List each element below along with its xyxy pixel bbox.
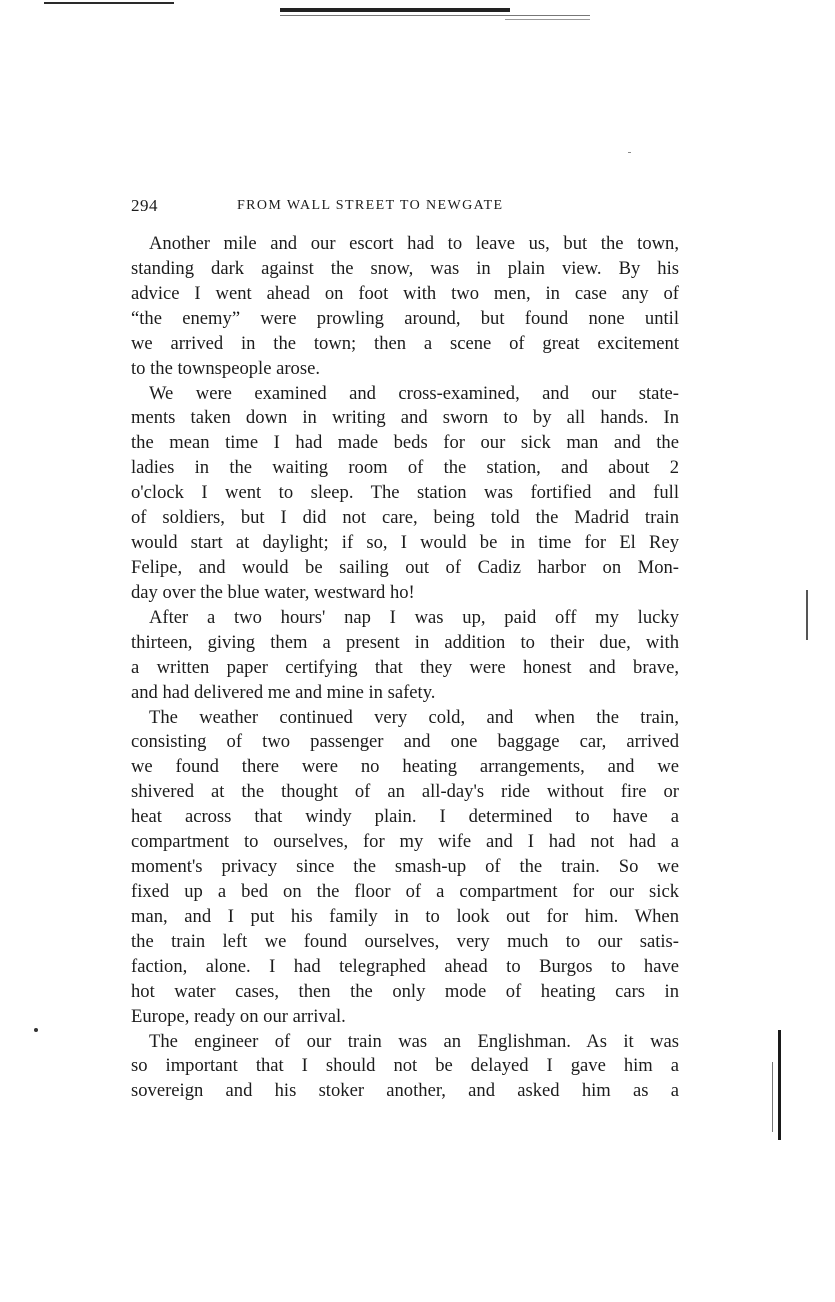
text-line: to the townspeople arose. — [131, 357, 320, 379]
text-line: After a two hours' nap I was up, paid off my lucky — [149, 606, 679, 628]
scan-edge-mark-lower-thin — [772, 1062, 773, 1132]
text-line: hot water cases, then the only mode of heating cars in — [131, 980, 679, 1002]
scan-edge-mark-lower — [778, 1030, 781, 1140]
text-line: “the enemy” were prowling around, but found none until — [131, 307, 679, 329]
text-line: moment's privacy since the smash-up of the train. So we — [131, 856, 679, 878]
text-line: would start at daylight; if so, I would be in time for El Rey — [131, 532, 679, 554]
text-line: o'clock I went to sleep. The station was fortified and full — [131, 482, 679, 504]
scan-rule-top-dash — [505, 19, 590, 20]
text-line: sovereign and his stoker another, and asked him as a — [131, 1080, 679, 1102]
text-line: Europe, ready on our arrival. — [131, 1005, 346, 1027]
text-line: thirteen, giving them a present in addition to their due, with — [131, 631, 679, 653]
scan-speck-left — [34, 1028, 38, 1032]
text-line: standing dark against the snow, was in plain view. By his — [131, 257, 679, 279]
scan-rule-top-thin — [280, 15, 590, 16]
scan-speck-top-right — [628, 152, 631, 153]
scan-edge-mark-upper — [806, 590, 808, 640]
scan-rule-top-left — [44, 2, 174, 4]
text-line: man, and I put his family in to look out for him. When — [131, 905, 679, 927]
text-line: and had delivered me and mine in safety. — [131, 681, 436, 703]
text-line: day over the blue water, westward ho! — [131, 581, 415, 603]
text-line: consisting of two passenger and one baggage car, arrived — [131, 731, 679, 753]
text-line: heat across that windy plain. I determined to have a — [131, 806, 679, 828]
text-line: ments taken down in writing and sworn to by all hands. In — [131, 407, 679, 429]
running-head — [131, 196, 679, 218]
text-line: We were examined and cross-examined, and our state- — [149, 382, 679, 404]
text-line: compartment to ourselves, for my wife and I had not had a — [131, 831, 679, 853]
page-number: 294 — [131, 196, 158, 215]
body-text — [131, 232, 679, 1104]
text-line: we found there were no heating arrangements, and we — [131, 756, 679, 778]
text-line: the mean time I had made beds for our sick man and the — [131, 432, 679, 454]
text-line: ladies in the waiting room of the station, and about 2 — [131, 457, 679, 479]
text-line: fixed up a bed on the floor of a compartment for our sick — [131, 880, 679, 902]
scan-rule-top-main — [280, 8, 510, 12]
text-line: The engineer of our train was an Englishman. As it was — [149, 1030, 679, 1052]
text-line: so important that I should not be delayed I gave him a — [131, 1055, 679, 1077]
text-line: faction, alone. I had telegraphed ahead to Burgos to have — [131, 955, 679, 977]
text-line: the train left we found ourselves, very much to our satis- — [131, 930, 679, 952]
running-title: FROM WALL STREET TO NEWGATE — [237, 198, 504, 213]
text-line: The weather continued very cold, and when the train, — [149, 706, 679, 728]
text-line: Felipe, and would be sailing out of Cadiz harbor on Mon- — [131, 556, 679, 578]
text-line: a written paper certifying that they were honest and brave, — [131, 656, 679, 678]
text-line: of soldiers, but I did not care, being told the Madrid train — [131, 507, 679, 529]
text-line: shivered at the thought of an all-day's ride without fire or — [131, 781, 679, 803]
text-line: we arrived in the town; then a scene of great excitement — [131, 332, 679, 354]
text-line: advice I went ahead on foot with two men, in case any of — [131, 282, 679, 304]
text-line: Another mile and our escort had to leave us, but the town, — [149, 233, 679, 254]
